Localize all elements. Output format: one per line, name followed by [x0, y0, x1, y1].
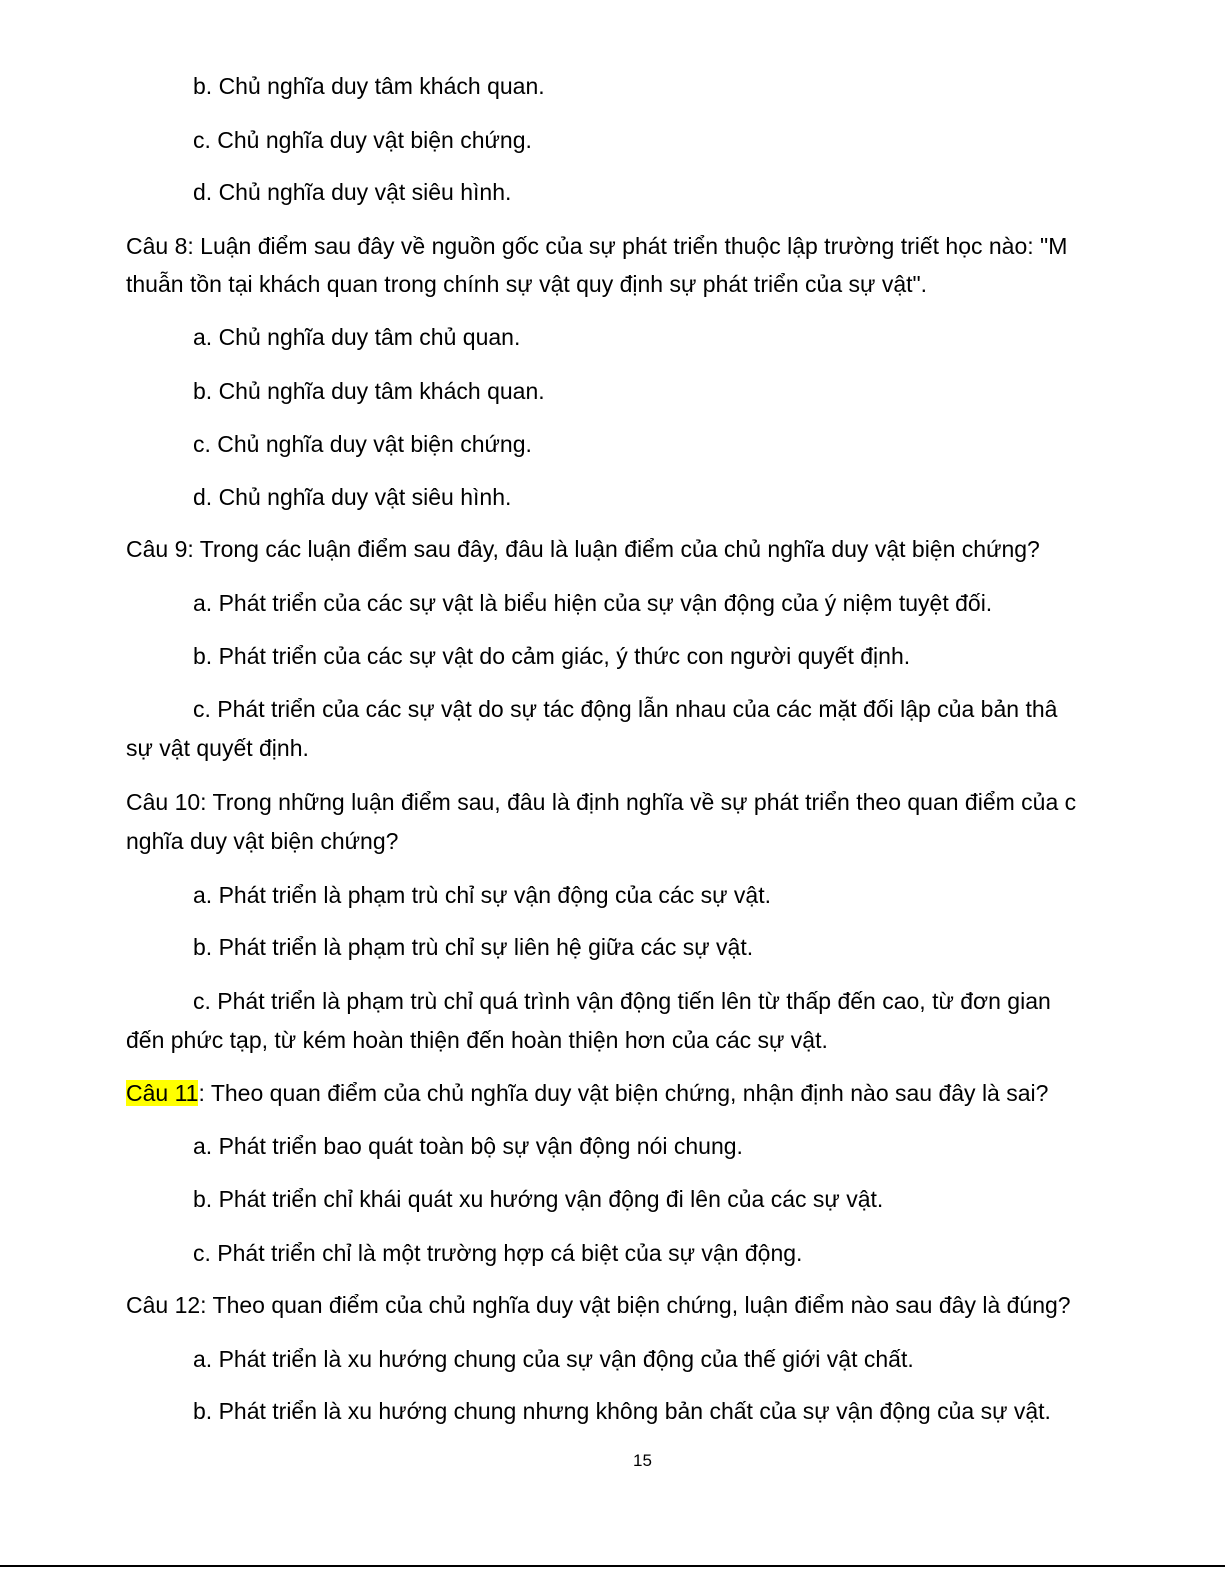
question-11 [126, 1078, 1048, 1108]
question-12: Câu 12: Theo quan điểm của chủ nghĩa duy vật biện chứng, luận điểm nào sau đây là đúng? [126, 1292, 1071, 1318]
q10-option-b: b. Phát triển là phạm trù chỉ sự liên hệ giữa các sự vật. [193, 934, 754, 960]
q7-option-d: d. Chủ nghĩa duy vật siêu hình. [193, 179, 512, 205]
q10-option-c-line-2: đến phức tạp, từ kém hoàn thiện đến hoàn thiện hơn của các sự vật. [126, 1027, 828, 1053]
q8-option-b: b. Chủ nghĩa duy tâm khách quan. [193, 378, 545, 404]
q10-option-c-line-1: c. Phát triển là phạm trù chỉ quá trình vận động tiến lên từ thấp đến cao, từ đơn gian [193, 988, 1051, 1014]
q9-option-c-line-2: sự vật quyết định. [126, 735, 309, 761]
q9-option-c-line-1: c. Phát triển của các sự vật do sự tác động lẫn nhau của các mặt đối lập của bản thâ [193, 696, 1058, 722]
q7-option-c: c. Chủ nghĩa duy vật biện chứng. [193, 127, 532, 153]
q12-option-b: b. Phát triển là xu hướng chung nhưng không bản chất của sự vận động của sự vật. [193, 1398, 1051, 1424]
q8-option-c: c. Chủ nghĩa duy vật biện chứng. [193, 431, 532, 457]
q9-option-a: a. Phát triển của các sự vật là biểu hiện của sự vận động của ý niệm tuyệt đối. [193, 590, 993, 616]
q12-option-a: a. Phát triển là xu hướng chung của sự vận động của thế giới vật chất. [193, 1346, 914, 1372]
page-number: 15 [633, 1451, 652, 1470]
question-10-line-1: Câu 10: Trong những luận điểm sau, đâu là định nghĩa về sự phát triển theo quan điểm của c [126, 789, 1077, 815]
q9-option-b: b. Phát triển của các sự vật do cảm giác, ý thức con người quyết định. [193, 643, 911, 669]
question-9: Câu 9: Trong các luận điểm sau đây, đâu là luận điểm của chủ nghĩa duy vật biện chứng? [126, 536, 1040, 562]
question-11-text: : Theo quan điểm của chủ nghĩa duy vật biện chứng, nhận định nào sau đây là sai? [198, 1080, 1049, 1106]
question-8-line-1: Câu 8: Luận điểm sau đây về nguồn gốc của sự phát triển thuộc lập trường triết học nào: "M [126, 233, 1068, 259]
question-8-line-2: thuẫn tồn tại khách quan trong chính sự vật quy định sự phát triển của sự vật". [126, 271, 928, 297]
q8-option-a: a. Chủ nghĩa duy tâm chủ quan. [193, 324, 521, 350]
q11-option-b: b. Phát triển chỉ khái quát xu hướng vận động đi lên của các sự vật. [193, 1186, 884, 1212]
q7-option-b: b. Chủ nghĩa duy tâm khách quan. [193, 73, 545, 99]
page-bottom-rule [0, 1565, 1225, 1567]
question-11-highlight: Câu 11 [126, 1080, 199, 1106]
q11-option-c: c. Phát triển chỉ là một trường hợp cá biệt của sự vận động. [193, 1240, 803, 1266]
q8-option-d: d. Chủ nghĩa duy vật siêu hình. [193, 484, 512, 510]
q10-option-a: a. Phát triển là phạm trù chỉ sự vận động của các sự vật. [193, 882, 771, 908]
question-10-line-2: nghĩa duy vật biện chứng? [126, 828, 399, 854]
q11-option-a: a. Phát triển bao quát toàn bộ sự vận động nói chung. [193, 1133, 743, 1159]
